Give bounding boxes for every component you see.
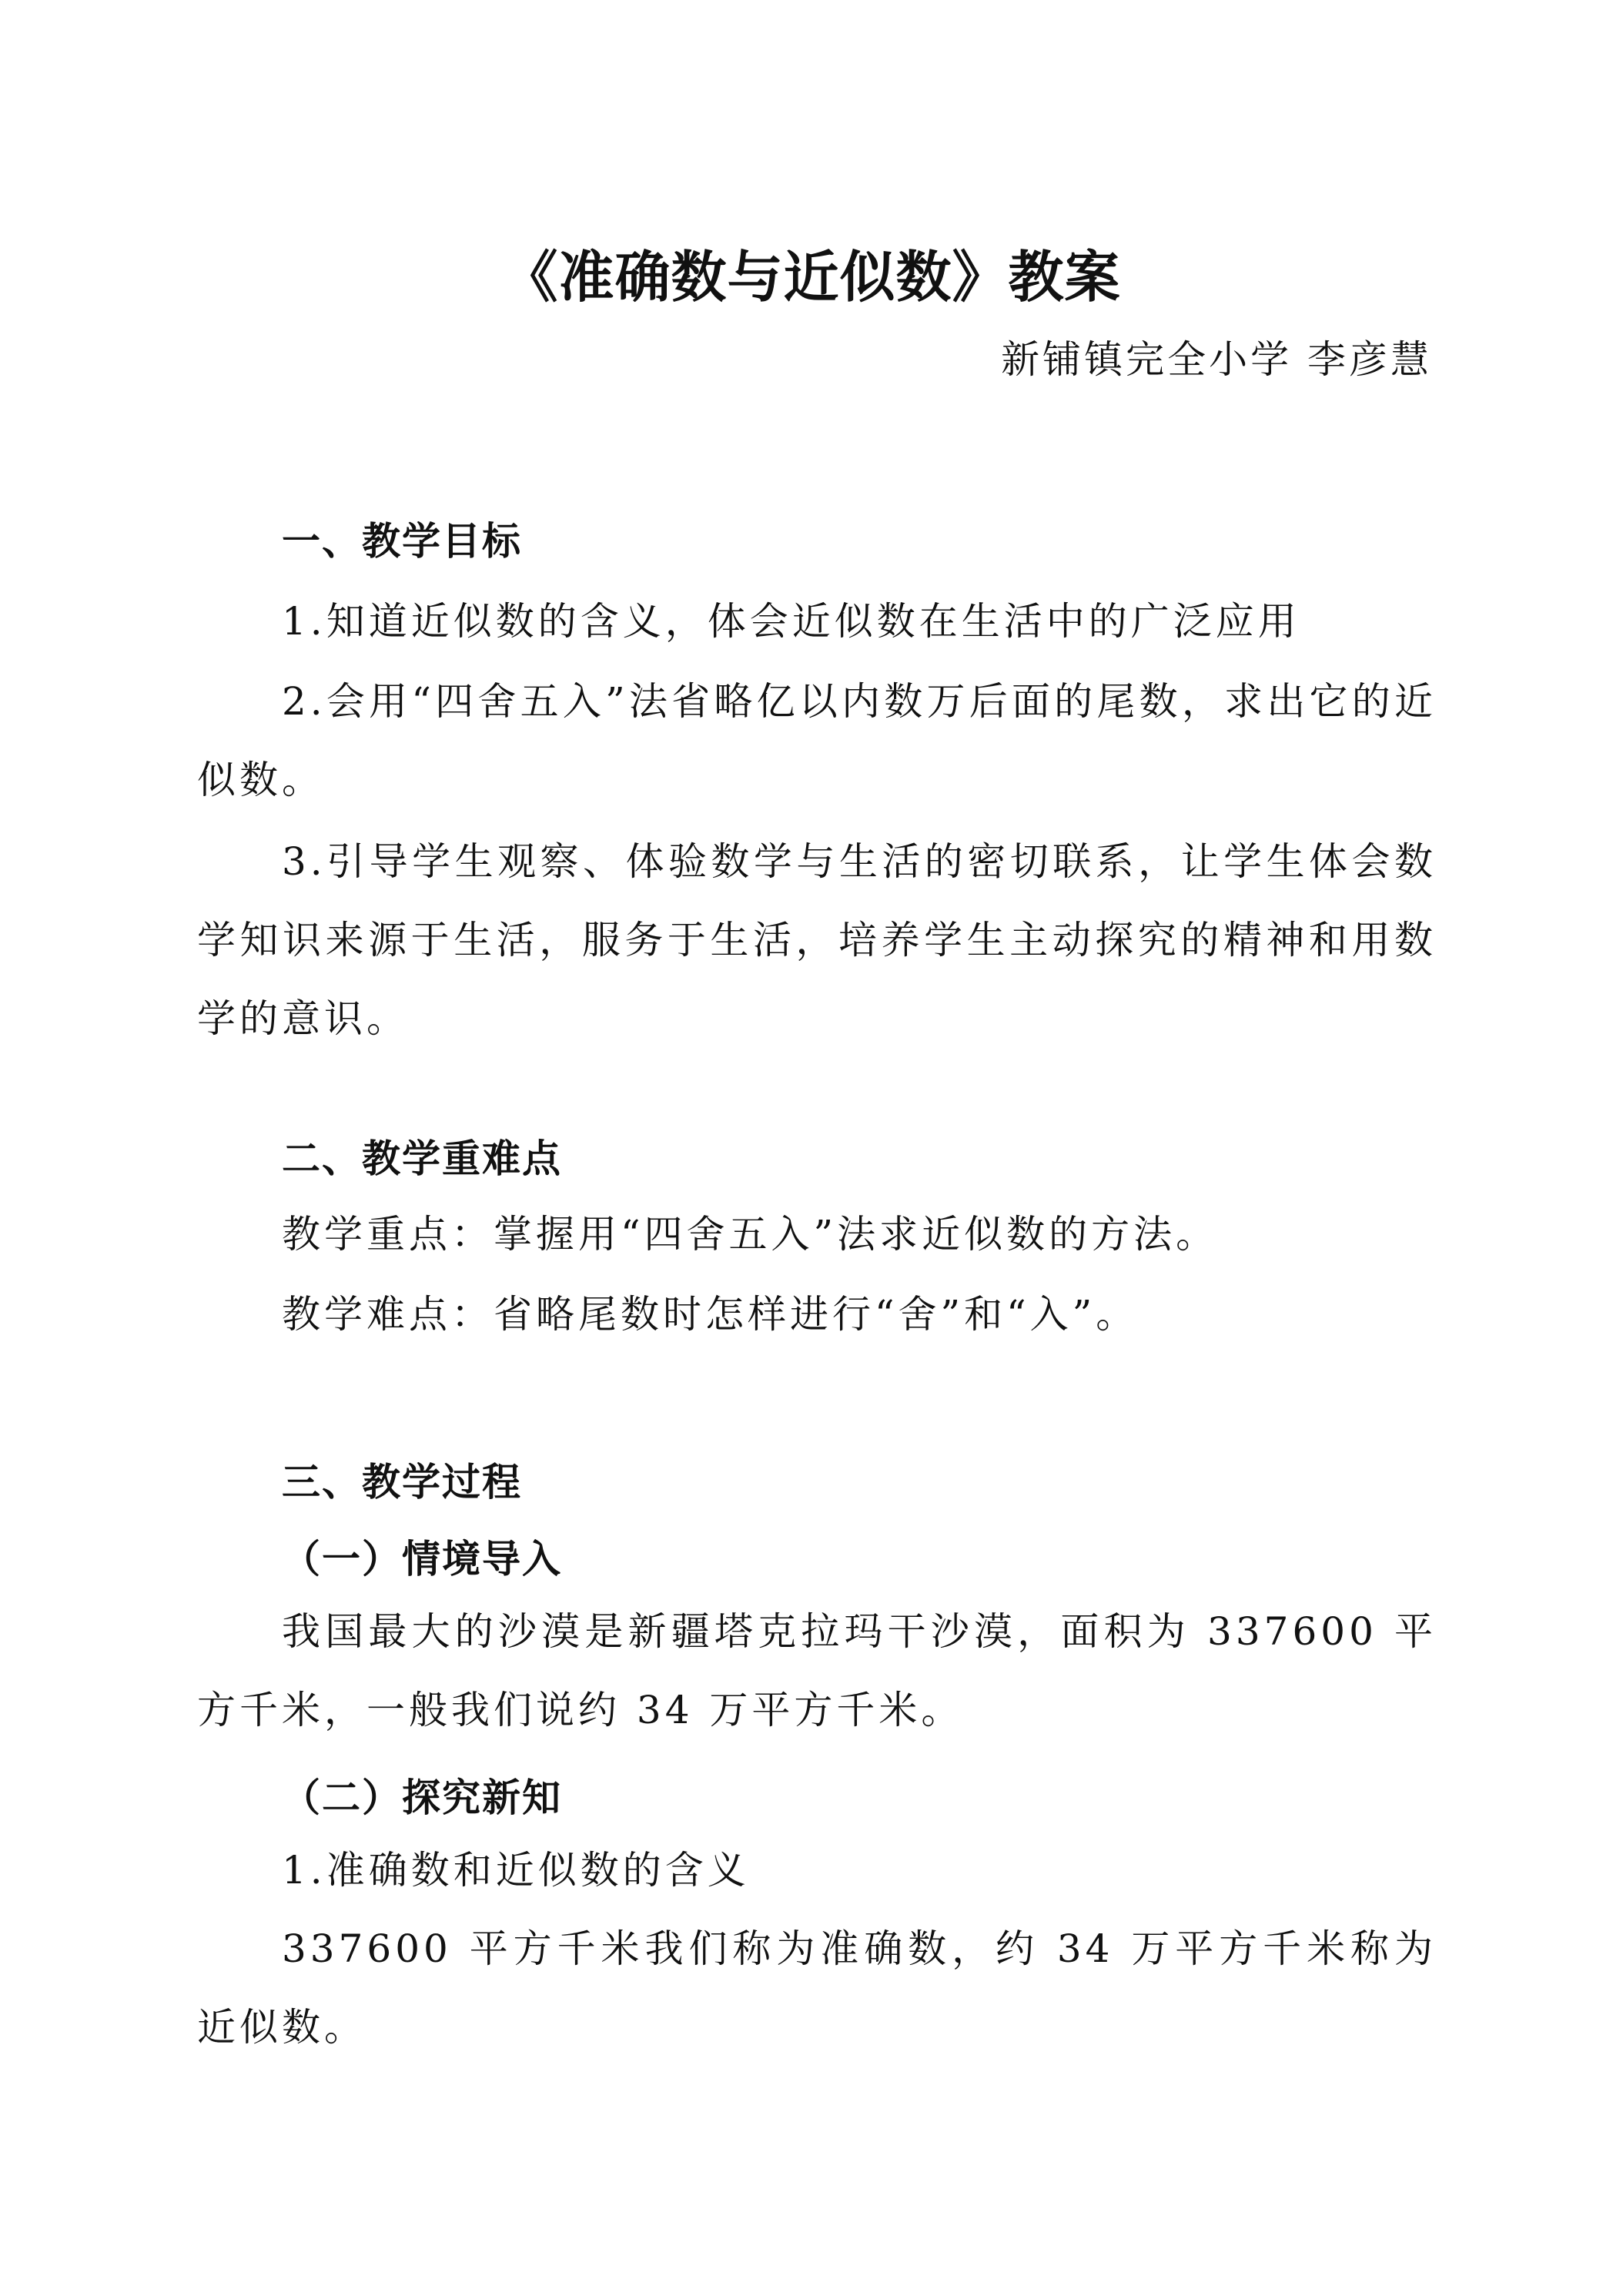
subsection-heading-explore: （二）探究新知 xyxy=(282,1776,562,1820)
author-line: 新铺镇完全小学 李彦慧 xyxy=(1001,337,1432,382)
objective-item-3: 3.引导学生观察、体验数学与生活的密切联系，让学生体会数学知识来源于生活，服务于生活，培养学生主动探究的精神和用数学的意识。 xyxy=(197,839,1437,1041)
objective-item-1: 1.知道近似数的含义，体会近似数在生活中的广泛应用 xyxy=(282,599,1300,644)
section-heading-process: 三、教学过程 xyxy=(282,1460,522,1504)
document-title: 《准确数与近似数》教案 xyxy=(502,245,1121,310)
section-heading-objectives: 一、教学目标 xyxy=(282,519,522,564)
objective-item-2: 2.会用“四舍五入”法省略亿以内数万后面的尾数，求出它的近似数。 xyxy=(197,679,1437,802)
intro-paragraph: 我国最大的沙漠是新疆塔克拉玛干沙漠，面积为 337600 平方千米，一般我们说约 34 万平方千米。 xyxy=(197,1609,1437,1732)
difficulty-text: 教学难点：省略尾数时怎样进行“舍”和“入”。 xyxy=(282,1292,1139,1337)
explore-paragraph: 337600 平方千米我们称为准确数，约 34 万平方千米称为近似数。 xyxy=(197,1926,1437,2050)
section-heading-key-points: 二、教学重难点 xyxy=(282,1136,562,1181)
key-point-text: 教学重点：掌握用“四舍五入”法求近似数的方法。 xyxy=(282,1212,1219,1257)
subsection-heading-intro: （一）情境导入 xyxy=(282,1537,562,1581)
explore-item-1: 1.准确数和近似数的含义 xyxy=(282,1848,750,1893)
